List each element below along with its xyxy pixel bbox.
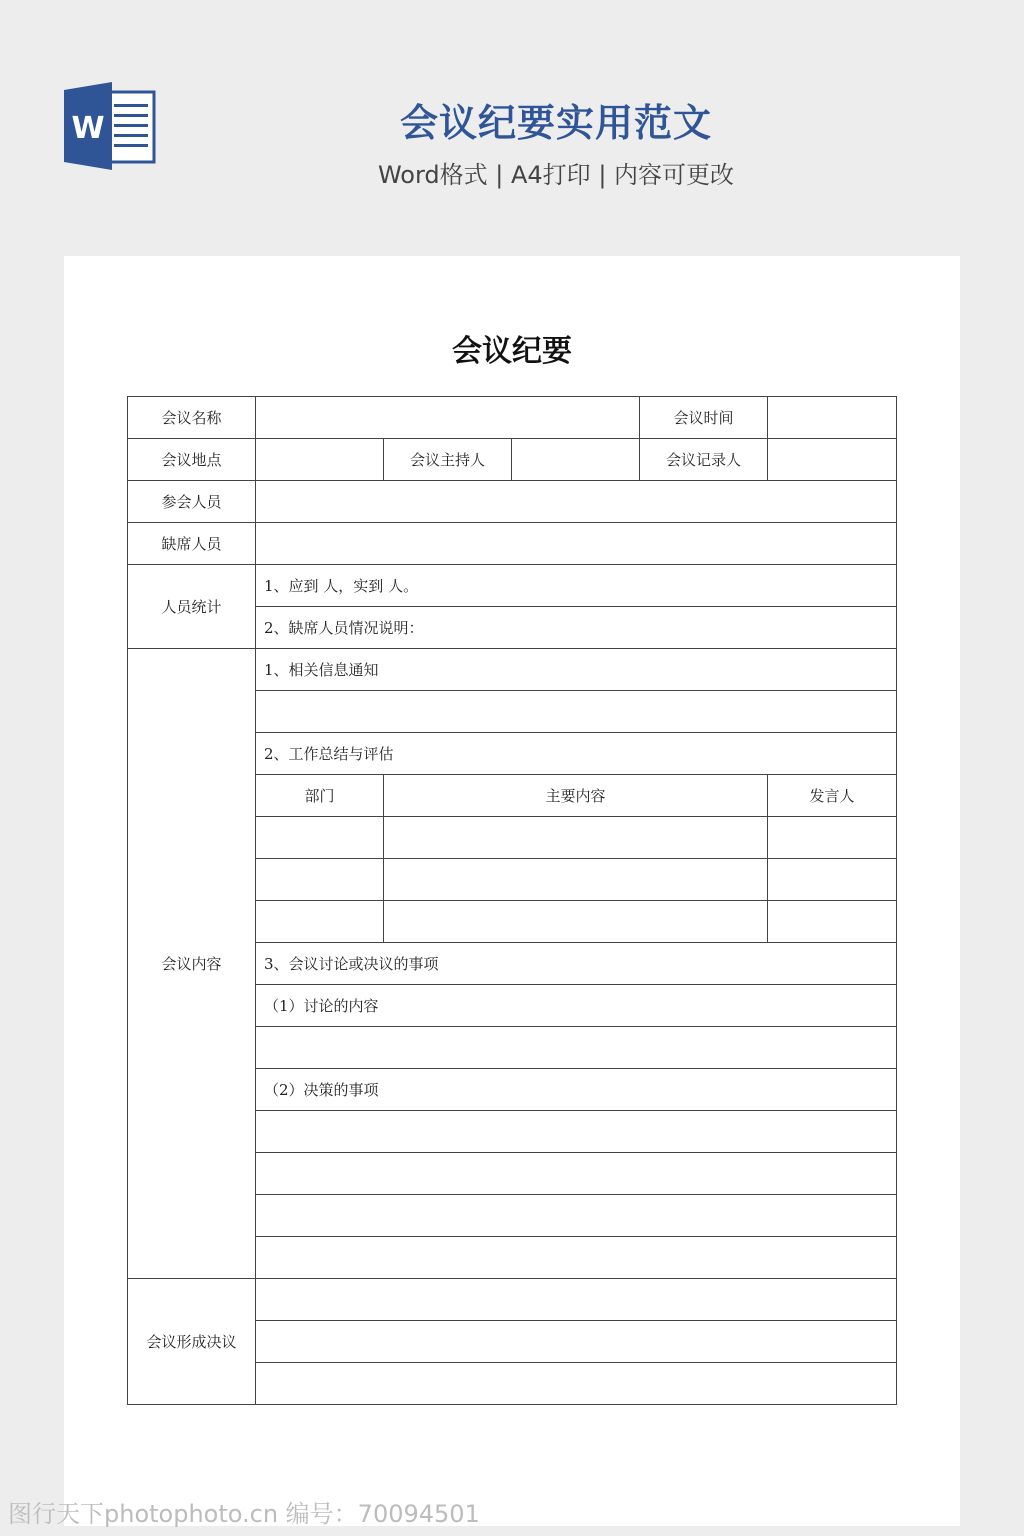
attendees-label: 参会人员 (128, 481, 256, 523)
speaker-cell[interactable] (768, 901, 897, 943)
content-sub-2-field[interactable] (256, 1111, 897, 1153)
meeting-place-label: 会议地点 (128, 439, 256, 481)
document-page (64, 256, 960, 1526)
absentees-field[interactable] (256, 523, 897, 565)
stats-line-1[interactable]: 1、应到 人，实到 人。 (256, 565, 897, 607)
banner-subtitle: Word格式 | A4打印 | 内容可更改 (377, 161, 735, 189)
speaker-cell[interactable] (768, 859, 897, 901)
main-content-cell[interactable] (384, 901, 768, 943)
col-speaker: 发言人 (768, 775, 897, 817)
department-cell[interactable] (256, 901, 384, 943)
document-title: 会议纪要 (452, 334, 572, 369)
host-field[interactable] (512, 439, 640, 481)
main-content-cell[interactable] (384, 817, 768, 859)
word-logo-icon (64, 82, 156, 170)
content-sub-1-field[interactable] (256, 1027, 897, 1069)
content-item-1: 1、相关信息通知 (256, 649, 897, 691)
department-cell[interactable] (256, 859, 384, 901)
stats-line-2[interactable]: 2、缺席人员情况说明： (256, 607, 897, 649)
content-item-2: 2、工作总结与评估 (256, 733, 897, 775)
meeting-minutes-table (127, 396, 897, 1405)
recorder-field[interactable] (768, 439, 897, 481)
content-label: 会议内容 (128, 649, 256, 1279)
col-department: 部门 (256, 775, 384, 817)
resolution-label: 会议形成决议 (128, 1279, 256, 1405)
table-row (128, 397, 897, 439)
meeting-name-label: 会议名称 (128, 397, 256, 439)
content-sub-2-field[interactable] (256, 1153, 897, 1195)
host-label: 会议主持人 (384, 439, 512, 481)
meeting-time-label: 会议时间 (640, 397, 768, 439)
header-banner (0, 0, 1024, 240)
resolution-field[interactable] (256, 1363, 897, 1405)
table-row (128, 439, 897, 481)
col-main-content: 主要内容 (384, 775, 768, 817)
department-cell[interactable] (256, 817, 384, 859)
banner-title: 会议纪要实用范文 (399, 101, 712, 145)
main-content-cell[interactable] (384, 859, 768, 901)
resolution-field[interactable] (256, 1279, 897, 1321)
meeting-name-field[interactable] (256, 397, 640, 439)
content-sub-1: （1）讨论的内容 (256, 985, 897, 1027)
content-sub-2-field[interactable] (256, 1237, 897, 1279)
content-sub-2-field[interactable] (256, 1195, 897, 1237)
meeting-place-field[interactable] (256, 439, 384, 481)
table-row (128, 649, 897, 691)
stats-label: 人员统计 (128, 565, 256, 649)
table-row (128, 565, 897, 607)
speaker-cell[interactable] (768, 817, 897, 859)
absentees-label: 缺席人员 (128, 523, 256, 565)
word-logo-letter: W (71, 111, 105, 146)
recorder-label: 会议记录人 (640, 439, 768, 481)
table-row (128, 523, 897, 565)
meeting-time-field[interactable] (768, 397, 897, 439)
table-row (128, 1279, 897, 1321)
content-item-1-field[interactable] (256, 691, 897, 733)
resolution-field[interactable] (256, 1321, 897, 1363)
attendees-field[interactable] (256, 481, 897, 523)
watermark: 图行天下photophoto.cn 编号：70094501 (8, 1500, 480, 1528)
content-item-3: 3、会议讨论或决议的事项 (256, 943, 897, 985)
content-sub-2: （2）决策的事项 (256, 1069, 897, 1111)
table-row (128, 481, 897, 523)
